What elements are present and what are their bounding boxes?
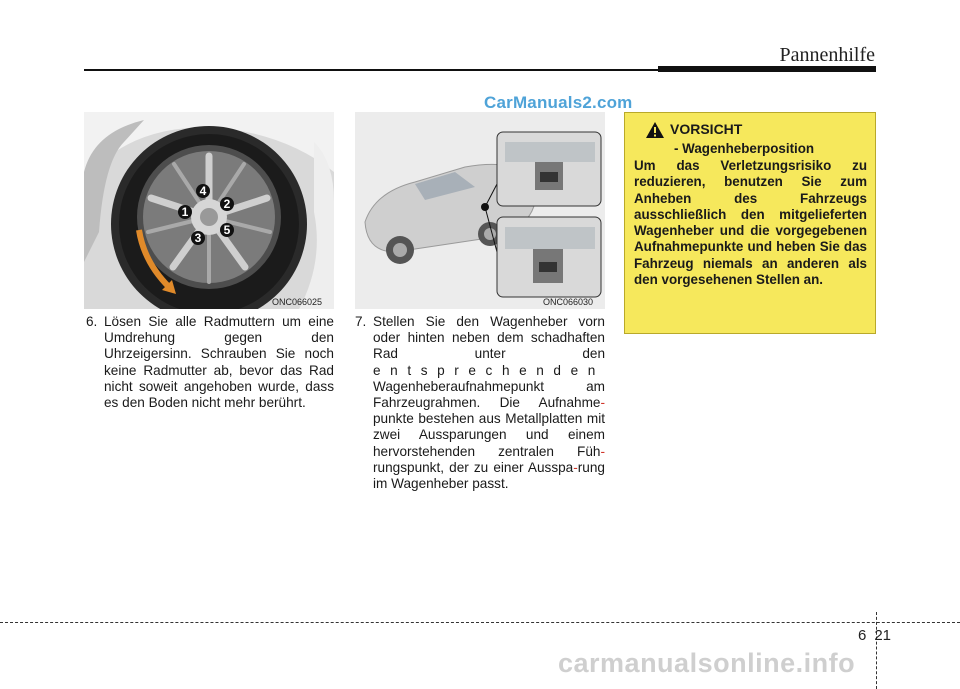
lug-label-2: 2 xyxy=(223,197,231,211)
header-rule xyxy=(84,69,662,71)
step-text: Lösen Sie alle Radmuttern um eine Umdrehung gegen den Uhrzeigersinn. Schrauben Sie noch keine Radmutter ab, bevor das Rad nicht soweit angehoben wurde, dass es den Boden nicht mehr berührt. xyxy=(104,314,334,411)
section-title: Pannenhilfe xyxy=(779,44,875,66)
step-number: 7. xyxy=(355,314,367,329)
jack-figure xyxy=(355,112,605,309)
lug-label-3: 3 xyxy=(194,231,202,245)
chapter-number: 6 xyxy=(858,627,867,644)
step-text: Stellen Sie den Wagenheber vorn oder hinten neben dem schadhaften Rad unter den entsprechenden Wagenheberaufnahmepunkt am Fahrzeugrahmen. Die Aufnahme-punkte bestehen aus Metallplatten mit zwei Aussparungen und einem hervorstehenden zentralen Füh-rungspunkt, der zu einer Ausspa-rung im Wagenheber passt. xyxy=(373,314,605,492)
header-rule-accent xyxy=(658,66,876,72)
lug-label-1: 1 xyxy=(181,205,189,219)
lug-label-5: 5 xyxy=(223,223,231,237)
wheel-figure xyxy=(84,112,334,309)
watermark-top: CarManuals2.com xyxy=(484,93,633,112)
car-jack-points-illustration xyxy=(355,112,605,309)
footer-divider xyxy=(876,612,877,689)
watermark-bottom: carmanualsonline.info xyxy=(558,648,856,678)
step-6 xyxy=(86,314,334,411)
warning-triangle-icon xyxy=(646,122,664,138)
page-index: 21 xyxy=(874,627,892,644)
spaced-word: entsprechenden xyxy=(373,362,605,378)
figure-code: ONC066030 xyxy=(543,297,594,307)
lug-label-4: 4 xyxy=(199,184,207,198)
step-7 xyxy=(355,314,605,492)
wheel-lug-nuts-illustration xyxy=(84,112,334,309)
page-number xyxy=(858,627,891,644)
caution-body: Um das Verletzungsrisiko zu reduzieren, benutzen Sie zum Anheben des Fahrzeugs ausschließlich den mitgelieferten Wagenheber und die vorgegebenen Aufnahmepunkte und heben Sie das Fahrzeug niemals an anderen als den vorgesehenen Stellen an. xyxy=(634,158,867,288)
figure-code: ONC066025 xyxy=(272,297,323,307)
caution-box xyxy=(624,112,876,334)
footer-rule xyxy=(0,622,960,623)
caution-title: VORSICHT xyxy=(670,121,743,137)
caution-subtitle: - Wagenheberposition xyxy=(674,141,815,156)
step-number: 6. xyxy=(86,314,98,329)
